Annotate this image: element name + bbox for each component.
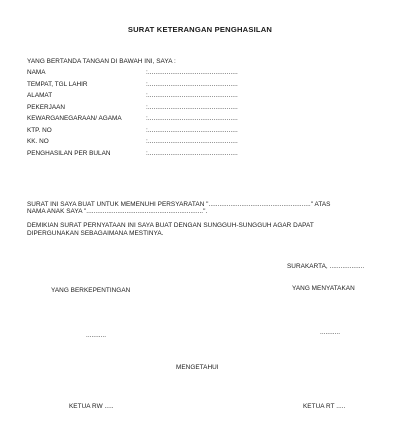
field-row — [27, 115, 287, 127]
purpose-line-1: SURAT INI SAYA BUAT UNTUK MEMENUHI PERSYARATAN "........................................................" ATAS — [27, 201, 331, 208]
field-value-blank: :................................................ — [146, 80, 238, 88]
statement-line-2: DIPERGUNAKAN SEBAGAIMANA MESTINYA. — [27, 230, 164, 237]
signatory-right-label: YANG MENYATAKAN — [292, 285, 355, 292]
field-value-blank: :................................................ — [146, 115, 238, 122]
field-label: PENGHASILAN PER BULAN — [27, 149, 111, 157]
statement-line-1: DEMIKIAN SURAT PERNYATAAN INI SAYA BUAT DENGAN SUNGGUH-SUNGGUH AGAR DAPAT — [27, 222, 314, 229]
field-row — [27, 104, 287, 116]
field-label: NAMA — [27, 69, 46, 76]
field-label: ALAMAT — [27, 92, 53, 99]
identity-fields — [27, 69, 287, 161]
signature-blank-right: ........... — [320, 329, 341, 336]
rw-head-label: KETUA RW ..... — [69, 403, 114, 410]
field-row — [27, 92, 287, 104]
field-value-blank: :................................................ — [146, 92, 238, 99]
field-value-blank: :................................................ — [146, 138, 238, 145]
field-label: KTP. NO — [27, 126, 52, 134]
document-title: SURAT KETERANGAN PENGHASILAN — [127, 25, 273, 34]
field-row — [27, 81, 287, 93]
field-row — [27, 69, 287, 81]
field-value-blank: :................................................ — [146, 103, 238, 111]
field-row — [27, 138, 287, 150]
field-value-blank: :................................................ — [146, 126, 238, 134]
signatory-left-label: YANG BERKEPENTINGAN — [51, 287, 131, 294]
signature-blank-left: ........... — [86, 332, 107, 339]
field-label: TEMPAT, TGL LAHIR — [27, 80, 88, 88]
intro-text: YANG BERTANDA TANGAN DI BAWAH INI, SAYA : — [27, 58, 176, 65]
field-label: KEWARGANEGARAAN/ AGAMA — [27, 115, 122, 122]
purpose-line-2: NAMA ANAK SAYA "................................................................". — [27, 208, 208, 215]
field-label: KK. NO — [27, 138, 49, 145]
place-date: SURAKARTA, ................... — [287, 263, 365, 270]
field-row — [27, 127, 287, 139]
field-row — [27, 150, 287, 162]
field-label: PEKERJAAN — [27, 103, 66, 111]
acknowledged-label: MENGETAHUI — [176, 364, 219, 371]
field-value-blank: :................................................ — [146, 69, 238, 76]
rt-head-label: KETUA RT ..... — [303, 403, 346, 410]
field-value-blank: :................................................ — [146, 149, 238, 157]
